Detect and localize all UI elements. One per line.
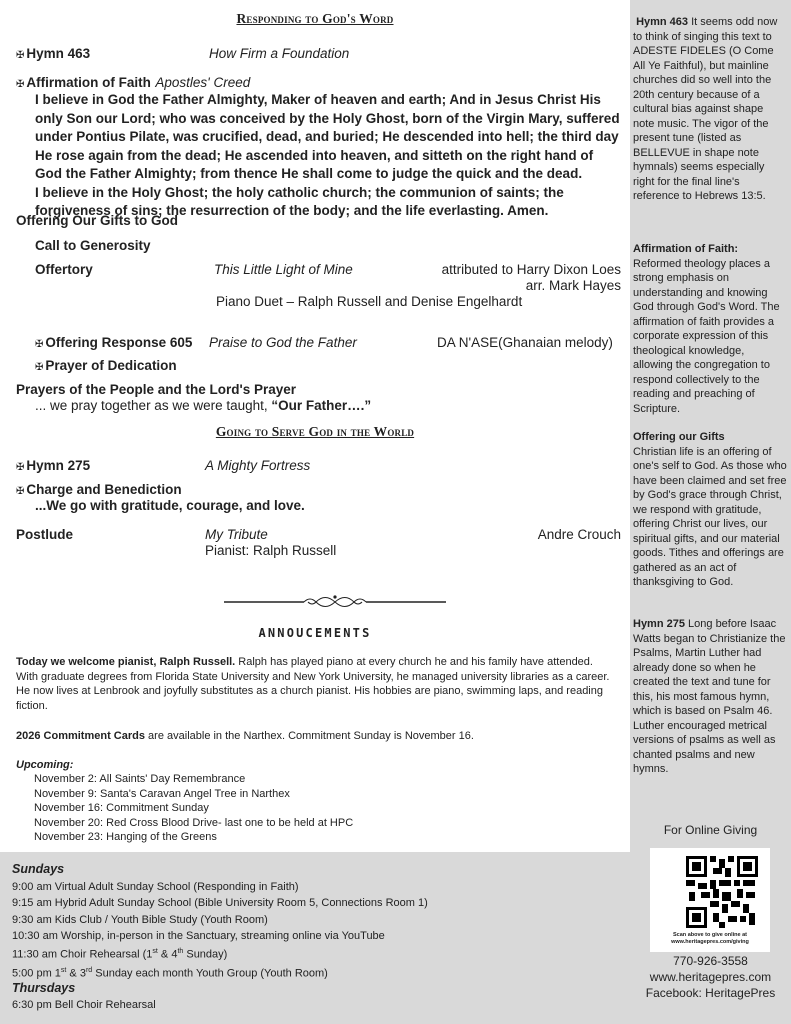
call-to-generosity: Call to Generosity <box>35 238 151 253</box>
list-item: November 23: Hanging of the Greens <box>34 831 217 843</box>
online-giving-label: For Online Giving <box>663 823 758 837</box>
sidebar-notes <box>630 0 791 1024</box>
list-item: 9:30 am Kids Club / Youth Bible Study (Youth Room) <box>12 913 268 926</box>
sundays-heading: Sundays <box>12 862 65 876</box>
offering-heading: Offering Our Gifts to God <box>16 213 178 228</box>
list-item: 11:30 am Choir Rehearsal (1st & 4th Sunday) <box>12 948 228 961</box>
offering-note: Offering our Gifts Christian life is an offering of one's self to God. As those who have been claimed and set free by God's grace through Christ, we respond with gratitude, offering Christ our lives, our spiritual gifts, and our material goods. Tithes and offerings are gathered as an act of thanksgiving to God. <box>633 431 787 588</box>
piano-duet: Piano Duet – Ralph Russell and Denise Engelhardt <box>216 294 523 309</box>
list-item: 5:00 pm 1st & 3rd Sunday each month Youth Group (Youth Room) <box>12 967 328 980</box>
cross-icon: ✠ <box>16 462 25 473</box>
charge-label: ✠ Charge and Benediction <box>16 482 182 497</box>
list-item: 9:15 am Hybrid Adult Sunday School (Bible University Room 5, Connections Room 1) <box>12 897 428 910</box>
offertory-title: This Little Light of Mine <box>214 262 353 277</box>
list-item: 10:30 am Worship, in-person in the Sanctuary, streaming online via YouTube <box>12 929 385 942</box>
charge-line: ...We go with gratitude, courage, and love. <box>35 498 305 513</box>
postlude-composer: Andre Crouch <box>537 527 621 542</box>
giving-qr-code[interactable] <box>650 848 770 952</box>
cross-icon: ✠ <box>16 486 25 497</box>
list-item: November 20: Red Cross Blood Drive- last one to be held at HPC <box>34 816 354 829</box>
hymn-275-title: A Mighty Fortress <box>205 458 311 473</box>
offertory-attribution: attributed to Harry Dixon Loes <box>441 262 621 277</box>
ornament-divider-icon <box>222 592 448 612</box>
welcome-announcement: Today we welcome pianist, Ralph Russell. Ralph has played piano at every church he and his family have attended. With graduate degrees from Florida State University and New York University, he managed university libraries as a career. He now lives at Lenbrook and joyfully substitutes as a church pianist. His hobbies are piano, swimming laps, and reading fiction. <box>16 656 610 712</box>
announcements-title: ANNOUCEMENTS <box>258 626 372 640</box>
list-item: November 9: Santa's Caravan Angel Tree in Narthex <box>34 787 290 800</box>
offertory-label: Offertory <box>35 262 93 277</box>
prayers-line: ... we pray together as we were taught, “Our Father….” <box>35 398 372 413</box>
upcoming-label: Upcoming: <box>16 759 74 771</box>
postlude-pianist: Pianist: Ralph Russell <box>205 543 337 558</box>
facebook-link[interactable]: Facebook: HeritagePres <box>645 986 776 1000</box>
cross-icon: ✠ <box>16 50 25 61</box>
prayers-heading: Prayers of the People and the Lord's Prayer <box>16 382 297 397</box>
cross-icon: ✠ <box>16 79 25 90</box>
hymn-275-note: Hymn 275 Long before Isaac Watts began to Christianize the Psalms, Martin Luther had already done so when he created the text and tune for this, his most famous hymn, which is based on Psalm 46. Luther encouraged metrical versions of psalms as well as chanted psalms and new hymns. <box>633 618 786 775</box>
section-title-going: Going to Serve God in the World <box>215 424 415 439</box>
prayer-of-dedication: ✠ Prayer of Dedication <box>35 358 177 373</box>
hymn-463-label: ✠ Hymn 463 <box>16 46 91 61</box>
offering-response-label: ✠ Offering Response 605 <box>35 335 193 350</box>
hymn-275-label: ✠ Hymn 275 <box>16 458 91 473</box>
list-item: November 2: All Saints' Day Remembrance <box>34 773 246 785</box>
list-item: 6:30 pm Bell Choir Rehearsal <box>12 999 156 1011</box>
affirmation-note: Affirmation of Faith: Reformed theology places a strong emphasis on understanding and knowing God through God's Word. The affirmation of faith provides a corporate expression of this theological knowledge, allowing the congregation to respond collectively to the reading and preaching of Scripture. <box>633 243 780 415</box>
qr-caption: Scan above to give online at www.heritagepres.com/giving <box>671 932 749 945</box>
phone-number: 770-926-3558 <box>673 954 748 968</box>
website-link[interactable]: www.heritagepres.com <box>649 970 772 984</box>
offering-response-title: Praise to God the Father <box>209 335 357 350</box>
thursdays-heading: Thursdays <box>12 981 76 995</box>
section-title-responding: Responding to God's Word <box>236 11 394 26</box>
apostles-creed-text: I believe in God the Father Almighty, Maker of heaven and earth; And in Jesus Christ His only Son our Lord; who was conceived by the Holy Ghost, born of the Virgin Mary, suffered under Pontius Pilate, was crucified, dead, and buried; He descended into hell; the third day He rose again from the dead; He ascended into heaven, and sitteth on the right hand of God the Father Almighty; from thence He shall come to judge the quick and the dead. I believe in the Holy Ghost; the holy catholic church; the communion of saints; the forgiveness of sins; the resurrection of the body; and the life everlasting. Amen. <box>35 92 620 218</box>
hymn-463-title: How Firm a Foundation <box>209 46 350 61</box>
upcoming-list <box>34 772 353 845</box>
thursday-schedule-list <box>12 997 156 1013</box>
cross-icon: ✠ <box>35 339 44 350</box>
list-item: November 16: Commitment Sunday <box>34 802 209 814</box>
cross-icon: ✠ <box>35 362 44 373</box>
sunday-schedule-list <box>12 879 428 982</box>
list-item: 9:00 am Virtual Adult Sunday School (Responding in Faith) <box>12 881 299 893</box>
affirmation-heading: ✠ Affirmation of Faith Apostles' Creed <box>16 75 251 90</box>
schedule-panel <box>0 852 630 1024</box>
commitment-announcement: 2026 Commitment Cards are available in the Narthex. Commitment Sunday is November 16. <box>16 730 474 742</box>
offering-response-attribution: DA N'ASE(Ghanaian melody) <box>437 335 613 350</box>
hymn-463-note: Hymn 463 It seems odd now to think of singing this text to ADESTE FIDELES (O Come All Ye Faithful), but mainline churches did so well into the 20th century because of a cultural bias against shape note music. The vigor of the present tune (listed as BELLEVUE in shape note hymnals) seems especially right for the final line's reference to Hebrews 13:5. <box>633 16 778 202</box>
postlude-label: Postlude <box>16 527 74 542</box>
offertory-arranger: arr. Mark Hayes <box>525 278 621 293</box>
qr-code-icon <box>686 856 758 928</box>
postlude-title: My Tribute <box>205 527 268 542</box>
contact-info <box>630 953 791 1001</box>
